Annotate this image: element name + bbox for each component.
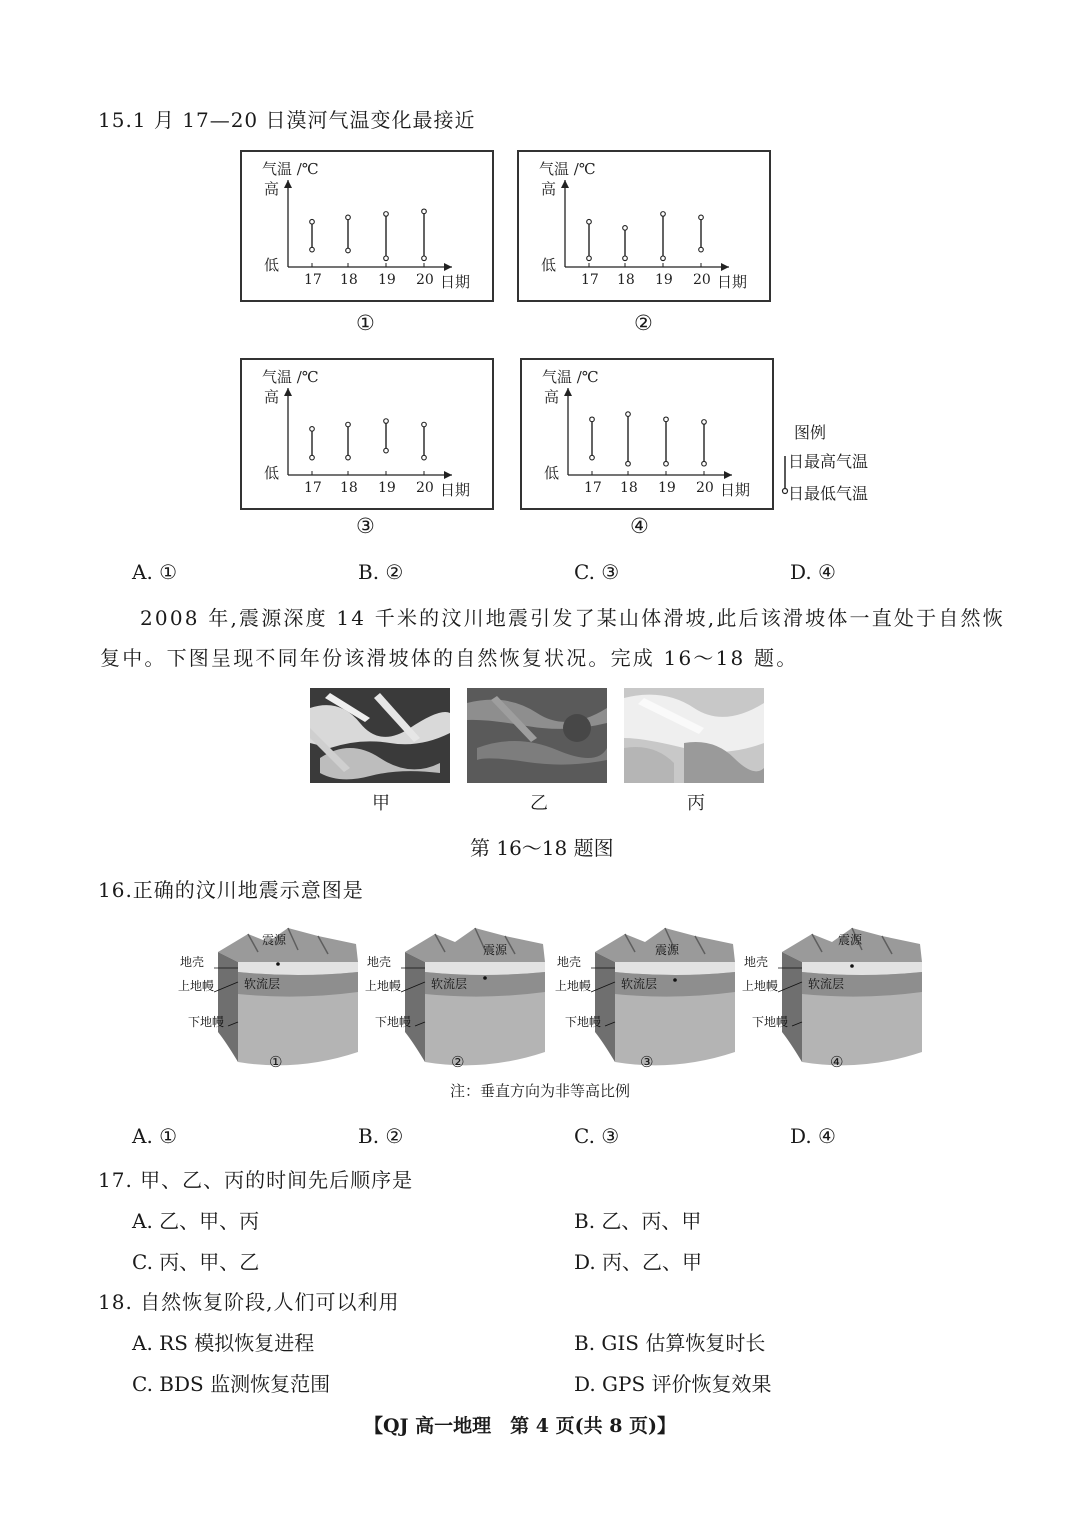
focus-label: 震源 xyxy=(655,943,680,957)
q18-option-d[interactable]: D. GPS 评价恢复效果 xyxy=(574,1372,772,1396)
asthenosphere-label: 软流层 xyxy=(244,977,281,991)
max-temp-point xyxy=(346,215,351,220)
q17-option-b[interactable]: B. 乙、丙、甲 xyxy=(574,1209,702,1233)
max-temp-point xyxy=(702,420,707,425)
y-axis-title: 气温 /℃ xyxy=(262,160,319,178)
passage-line-2: 复中。下图呈现不同年份该滑坡体的自然恢复状况。完成 16～18 题。 xyxy=(100,646,799,670)
crust-label: 地壳 xyxy=(367,955,392,969)
focus-point xyxy=(276,962,280,966)
max-temp-point xyxy=(422,209,427,214)
min-temp-point xyxy=(422,256,427,261)
chart-1-label: ① xyxy=(356,311,375,335)
focus-label: 震源 xyxy=(483,943,508,957)
asthenosphere-label: 软流层 xyxy=(808,977,845,991)
q16-option-b[interactable]: B. ② xyxy=(358,1124,404,1148)
photo-jia-label: 甲 xyxy=(372,793,390,814)
max-temp-point xyxy=(587,219,592,224)
min-temp-point xyxy=(346,248,351,253)
block-side xyxy=(595,952,615,1062)
figure-caption: 第 16～18 题图 xyxy=(470,836,614,860)
y-low-label: 低 xyxy=(264,256,280,274)
y-high-label: 高 xyxy=(541,180,557,198)
lower-mantle-label: 下地幔 xyxy=(752,1015,789,1029)
q16-option-d[interactable]: D. ④ xyxy=(790,1124,836,1148)
min-temp-point xyxy=(623,256,628,261)
chart-1 xyxy=(240,150,494,302)
q15-option-c[interactable]: C. ③ xyxy=(574,560,620,584)
q17-stem: 17. 甲、乙、丙的时间先后顺序是 xyxy=(98,1168,414,1192)
min-temp-point xyxy=(626,461,631,466)
diagram-2-num: ② xyxy=(451,1053,465,1071)
max-temp-point xyxy=(590,417,595,422)
y-low-label: 低 xyxy=(544,464,560,482)
x-tick-label: 20 xyxy=(696,480,714,496)
diagram-note: 注：垂直方向为非等高比例 xyxy=(450,1082,631,1100)
crust-label: 地壳 xyxy=(557,955,582,969)
focus-point xyxy=(673,978,677,982)
chart-legend xyxy=(780,420,890,509)
x-tick-label: 17 xyxy=(304,480,322,496)
min-temp-point xyxy=(310,455,315,460)
focus-point xyxy=(483,976,487,980)
max-temp-point xyxy=(699,215,704,220)
chart-2 xyxy=(517,150,771,302)
y-axis-title: 气温 /℃ xyxy=(542,368,599,386)
chart-4-label: ④ xyxy=(630,514,649,538)
q15-stem: 15.1 月 17—20 日漠河气温变化最接近 xyxy=(98,108,476,132)
q18-option-b[interactable]: B. GIS 估算恢复时长 xyxy=(574,1331,766,1355)
x-axis-arrow xyxy=(724,471,732,479)
asthenosphere-label: 软流层 xyxy=(621,977,658,991)
max-temp-point xyxy=(661,212,666,217)
photo-jia xyxy=(310,688,450,783)
diagram-3-num: ③ xyxy=(640,1053,654,1071)
min-temp-point xyxy=(587,256,592,261)
y-axis-title: 气温 /℃ xyxy=(262,368,319,386)
x-axis-title: 日期 xyxy=(717,273,748,291)
min-temp-point xyxy=(346,455,351,460)
q16-option-a[interactable]: A. ① xyxy=(132,1124,178,1148)
x-axis-arrow xyxy=(444,471,452,479)
earth-diagram-3 xyxy=(555,922,745,1072)
max-temp-point xyxy=(422,422,427,427)
chart-3 xyxy=(240,358,494,510)
legend-min: 日最低气温 xyxy=(788,484,869,503)
block-side xyxy=(218,952,238,1062)
x-tick-label: 19 xyxy=(378,272,396,288)
q18-option-c[interactable]: C. BDS 监测恢复范围 xyxy=(132,1372,331,1396)
earth-diagram-4 xyxy=(742,922,932,1072)
q17-option-c[interactable]: C. 丙、甲、乙 xyxy=(132,1250,260,1274)
chart-2-label: ② xyxy=(634,311,653,335)
x-tick-label: 19 xyxy=(378,480,396,496)
min-temp-point xyxy=(699,247,704,252)
lower-mantle-label: 下地幔 xyxy=(375,1015,412,1029)
min-temp-point xyxy=(384,256,389,261)
x-axis-title: 日期 xyxy=(440,273,471,291)
min-temp-point xyxy=(422,455,427,460)
x-tick-label: 18 xyxy=(617,272,635,288)
page-footer: 【QJ 高一地理 第 4 页(共 8 页)】 xyxy=(364,1415,677,1437)
q15-option-b[interactable]: B. ② xyxy=(358,560,404,584)
photo-bing-label: 丙 xyxy=(687,793,705,814)
y-axis-arrow xyxy=(284,388,292,396)
max-temp-point xyxy=(346,422,351,427)
focus-point xyxy=(850,964,854,968)
crust-label: 地壳 xyxy=(744,955,769,969)
earth-diagram-2 xyxy=(365,922,555,1072)
legend-title: 图例 xyxy=(794,423,827,442)
y-axis-arrow xyxy=(564,388,572,396)
x-axis-arrow xyxy=(721,263,729,271)
block-side xyxy=(405,952,425,1062)
upper-mantle-label: 上地幔 xyxy=(178,979,215,993)
block-side xyxy=(782,952,802,1062)
x-tick-label: 17 xyxy=(584,480,602,496)
chart-3-label: ③ xyxy=(356,514,375,538)
crust-layer xyxy=(615,962,735,975)
min-temp-point xyxy=(664,461,669,466)
q16-option-c[interactable]: C. ③ xyxy=(574,1124,620,1148)
x-tick-label: 19 xyxy=(658,480,676,496)
diagram-4-num: ④ xyxy=(830,1053,844,1071)
mountain-surface xyxy=(218,928,358,962)
lower-mantle-label: 下地幔 xyxy=(188,1015,225,1029)
diagram-1-num: ① xyxy=(269,1053,283,1071)
y-low-label: 低 xyxy=(541,256,557,274)
photo-yi-label: 乙 xyxy=(530,793,548,814)
q15-option-d[interactable]: D. ④ xyxy=(790,560,836,584)
y-high-label: 高 xyxy=(544,388,560,406)
min-temp-point xyxy=(661,256,666,261)
max-temp-point xyxy=(310,427,315,432)
q16-stem: 16.正确的汶川地震示意图是 xyxy=(98,878,364,902)
q17-option-a[interactable]: A. 乙、甲、丙 xyxy=(132,1209,260,1233)
q15-option-a[interactable]: A. ① xyxy=(132,560,178,584)
photo-yi xyxy=(467,688,607,783)
max-temp-point xyxy=(623,226,628,231)
x-tick-label: 18 xyxy=(340,272,358,288)
x-axis-title: 日期 xyxy=(720,481,751,499)
q18-stem: 18. 自然恢复阶段,人们可以利用 xyxy=(98,1290,400,1314)
earth-diagram-1 xyxy=(178,922,368,1072)
max-temp-point xyxy=(384,419,389,424)
x-tick-label: 17 xyxy=(304,272,322,288)
min-temp-point xyxy=(702,461,707,466)
y-axis-arrow xyxy=(284,180,292,188)
y-high-label: 高 xyxy=(264,180,280,198)
q18-option-a[interactable]: A. RS 模拟恢复进程 xyxy=(132,1331,315,1355)
x-tick-label: 18 xyxy=(620,480,638,496)
min-temp-point xyxy=(310,247,315,252)
upper-mantle-label: 上地幔 xyxy=(555,979,592,993)
y-low-label: 低 xyxy=(264,464,280,482)
y-axis-title: 气温 /℃ xyxy=(539,160,596,178)
max-temp-point xyxy=(310,219,315,224)
x-tick-label: 20 xyxy=(416,480,434,496)
x-tick-label: 17 xyxy=(581,272,599,288)
y-axis-arrow xyxy=(561,180,569,188)
crust-layer xyxy=(802,962,922,975)
max-temp-point xyxy=(384,212,389,217)
x-tick-label: 20 xyxy=(416,272,434,288)
passage-line-1: 2008 年,震源深度 14 千米的汶川地震引发了某山体滑坡,此后该滑坡体一直处于自然恢 xyxy=(140,606,1005,630)
chart-4 xyxy=(520,358,774,510)
x-tick-label: 18 xyxy=(340,480,358,496)
crust-layer xyxy=(425,962,545,975)
mountain-surface xyxy=(405,928,545,962)
lower-mantle-label: 下地幔 xyxy=(565,1015,602,1029)
min-temp-point xyxy=(384,448,389,453)
q17-option-d[interactable]: D. 丙、乙、甲 xyxy=(574,1250,703,1274)
max-temp-point xyxy=(626,412,631,417)
asthenosphere-label: 软流层 xyxy=(431,977,468,991)
focus-label: 震源 xyxy=(838,933,863,947)
crust-layer xyxy=(238,962,358,975)
min-temp-point xyxy=(590,455,595,460)
max-temp-point xyxy=(664,417,669,422)
x-tick-label: 20 xyxy=(693,272,711,288)
x-axis-title: 日期 xyxy=(440,481,471,499)
photo-bing xyxy=(624,688,764,783)
focus-label: 震源 xyxy=(262,933,287,947)
y-high-label: 高 xyxy=(264,388,280,406)
legend-max: 日最高气温 xyxy=(788,452,869,471)
upper-mantle-label: 上地幔 xyxy=(365,979,402,993)
x-axis-arrow xyxy=(444,263,452,271)
crust-label: 地壳 xyxy=(180,955,205,969)
x-tick-label: 19 xyxy=(655,272,673,288)
upper-mantle-label: 上地幔 xyxy=(742,979,779,993)
